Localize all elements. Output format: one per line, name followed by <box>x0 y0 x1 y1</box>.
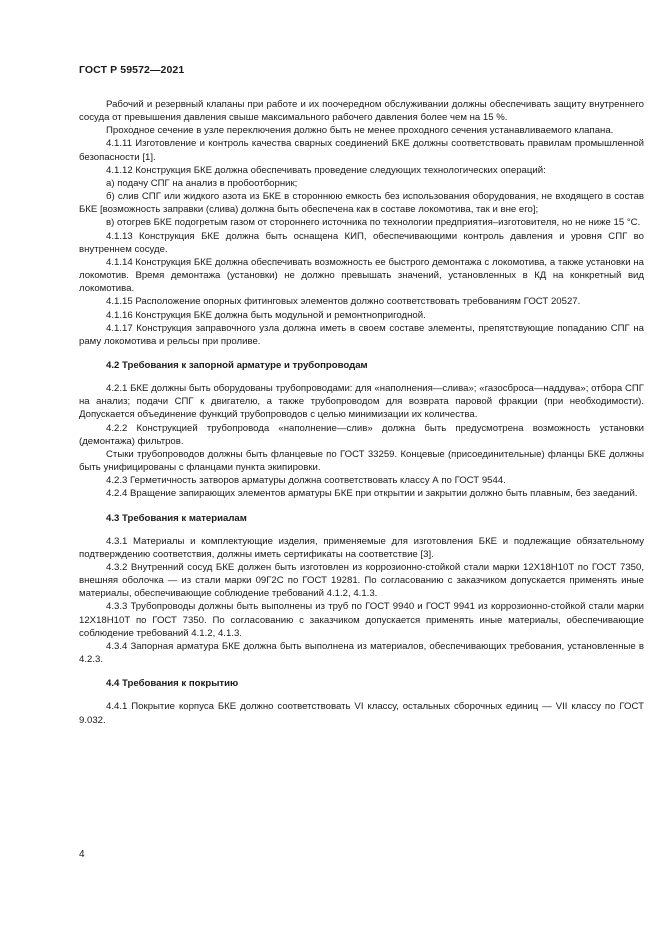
paragraph: 4.4.1 Покрытие корпуса БКЕ должно соответствовать VI классу, остальных сборочных единиц — VII классу по ГОСТ 9.032. <box>79 701 644 726</box>
document-body <box>79 98 644 727</box>
paragraph: 4.2.2 Конструкцией трубопровода «наполнение—слив» должна быть предусмотрена возможность установки (демонтажа) фильтров. <box>79 422 644 447</box>
paragraph: 4.3.1 Материалы и комплектующие изделия, применяемые для изготовления БКЕ и подлежащие обязательному подтверждению соответствия, должны иметь сертификаты на соответствие [3]. <box>79 535 644 560</box>
paragraph: 4.3.4 Запорная арматура БКЕ должна быть выполнена из материалов, обеспечивающих требования, установленные в 4.2.3. <box>79 640 644 666</box>
paragraph: Рабочий и резервный клапаны при работе и их поочередном обслуживании должны обеспечивать защиту внутреннего сосуда от превышения давления свыше максимального рабочего давления более чем на 15 %. <box>79 99 644 124</box>
paragraph: 4.3.2 Внутренний сосуд БКЕ должен быть изготовлен из коррозионно-стойкой стали марки 12Х18Н10Т по ГОСТ 7350, внешняя оболочка — из стали марки 09Г2С по ГОСТ 19281. По согласованию с заказчиком допускается применять иные материалы, обеспечивающие соблюдение требований 4.1.2, 4.1.3. <box>79 562 644 600</box>
section-heading: 4.2 Требования к запорной арматуре и трубопроводам <box>106 359 368 371</box>
paragraph: а) подачу СПГ на анализ в пробоотборник; <box>106 177 298 189</box>
paragraph: 4.3.3 Трубопроводы должны быть выполнены из труб по ГОСТ 9940 и ГОСТ 9941 из коррозионно-стойкой стали марки 12Х18Н10Т по ГОСТ 7350. По согласованию с заказчиком допускается применять иные материалы, обеспечивающие соблюдение требований 4.1.2, 4.1.3. <box>79 601 644 639</box>
paragraph: 4.1.12 Конструкция БКЕ должна обеспечивать проведение следующих технологических операций: <box>106 164 546 176</box>
paragraph: 4.2.3 Герметичность затворов арматуры должна соответствовать классу А по ГОСТ 9544. <box>106 475 506 487</box>
paragraph: 4.1.16 Конструкция БКЕ должна быть модульной и ремонтнопригодной. <box>106 309 426 321</box>
section-heading: 4.3 Требования к материалам <box>106 512 247 524</box>
paragraph: б) слив СПГ или жидкого азота из БКЕ в стороннюю емкость без использования оборудования, не входящего в состав БКЕ [возможность заправки (слива) должна быть обеспечена как в составе локомотива, так и вне его]; <box>79 191 644 216</box>
paragraph: 4.1.13 Конструкция БКЕ должна быть оснащена КИП, обеспечивающими контроль давления и уровня СПГ во внутреннем сосуде. <box>79 230 644 255</box>
paragraph: Стыки трубопроводов должны быть фланцевые по ГОСТ 33259. Концевые (присоединительные) фланцы БКЕ должны быть унифицированы с фланцами пункта экипировки. <box>79 448 644 474</box>
paragraph: Проходное сечение в узле переключения должно быть не менее проходного сечения устанавливаемого клапана. <box>106 125 614 137</box>
paragraph: 4.1.14 Конструкция БКЕ должна обеспечивать возможность ее быстрого демонтажа с локомотива, а также установки на локомотив. Время демонтажа (установки) не должно превышать значений, установленных в КД на конкретный вид локомотива. <box>79 256 644 295</box>
paragraph: 4.2.1 БКЕ должны быть оборудованы трубопроводами: для «наполнения—слива»; «газосброса—наддува»; отбора СПГ на анализ; подачи СПГ к двигателю, а также трубопроводом для возврата паровой фракции (при необходимости). Допускается объединение функций трубопроводов с целью минимизации их количества. <box>79 383 644 421</box>
document-header: ГОСТ Р 59572—2021 <box>79 64 185 76</box>
paragraph: 4.1.11 Изготовление и контроль качества сварных соединений БКЕ должны соответствовать правилам промышленной безопасности [1]. <box>79 138 644 163</box>
page-number: 4 <box>79 849 85 860</box>
paragraph: в) отогрев БКЕ подогретым газом от стороннего источника по технологии предприятия–изготовителя, но не ниже 15 °С. <box>106 217 641 229</box>
paragraph: 4.1.17 Конструкция заправочного узла должна иметь в своем составе элементы, препятствующие попаданию СПГ на раму локомотива и рельсы при проливе. <box>79 322 644 347</box>
section-heading: 4.4 Требования к покрытию <box>106 678 239 690</box>
paragraph: 4.1.15 Расположение опорных фитинговых элементов должно соответствовать требованиям ГОСТ 20527. <box>106 296 581 308</box>
paragraph: 4.2.4 Вращение запирающих элементов арматуры БКЕ при открытии и закрытии должно быть плавным, без заеданий. <box>106 488 638 500</box>
